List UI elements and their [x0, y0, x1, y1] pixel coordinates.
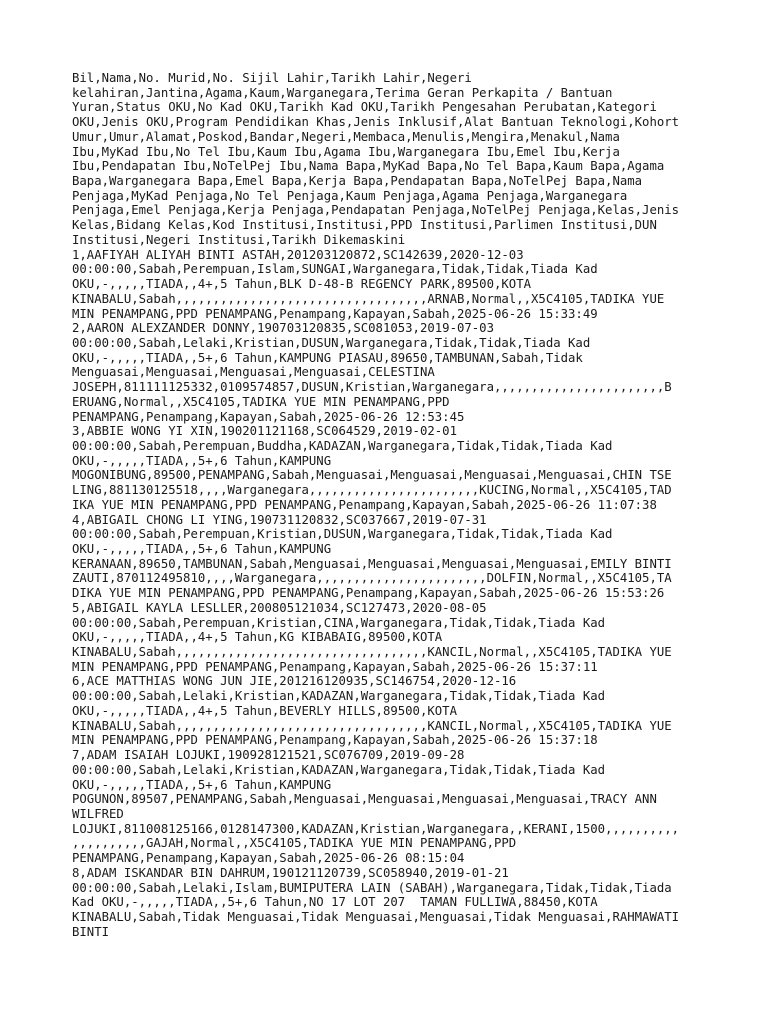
text-line: KINABALU,Sabah,,,,,,,,,,,,,,,,,,,,,,,,,,,,,,,,,,KANCIL,Normal,,X5C4105,TADIKA YUE — [72, 718, 672, 733]
text-line: POGUNON,89507,PENAMPANG,Sabah,Menguasai,Menguasai,Menguasai,Menguasai,TRACY ANN — [72, 792, 657, 807]
text-line: Bapa,Warganegara Bapa,Emel Bapa,Kerja Bapa,Pendapatan Bapa,NoTelPej Bapa,Nama — [72, 174, 643, 189]
text-line: Yuran,Status OKU,No Kad OKU,Tarikh Kad OKU,Tarikh Pengesahan Perubatan,Kategori — [72, 100, 657, 115]
text-line: OKU,-,,,,,TIADA,,5+,6 Tahun,KAMPUNG — [72, 542, 332, 556]
text-line: IKA YUE MIN PENAMPANG,PPD PENAMPANG,Penampang,Kapayan,Sabah,2025-06-26 11:07:38 — [72, 497, 657, 512]
text-line: Ibu,MyKad Ibu,No Tel Ibu,Kaum Ibu,Agama Ibu,Warganegara Ibu,Emel Ibu,Kerja — [72, 144, 620, 159]
text-line: LOJUKI,811008125166,0128147300,KADAZAN,Kristian,Warganegara,,KERANI,1500,,,,,,,,,, — [72, 821, 680, 836]
text-line: PENAMPANG,Penampang,Kapayan,Sabah,2025-06-26 08:15:04 — [72, 851, 465, 866]
text-line: OKU,-,,,,,TIADA,,4+,5 Tahun,KG KIBABAIG,89500,KOTA — [72, 630, 443, 645]
text-line: Umur,Umur,Alamat,Poskod,Bandar,Negeri,Membaca,Menulis,Mengira,Menakul,Nama — [72, 129, 620, 144]
text-line: 1,AAFIYAH ALIYAH BINTI ASTAH,201203120872,SC142639,2020-12-03 — [72, 247, 524, 262]
text-line: 8,ADAM ISKANDAR BIN DAHRUM,190121120739,SC058940,2019-01-21 — [72, 865, 509, 880]
text-line: BINTI — [72, 924, 110, 939]
text-line: 00:00:00,Sabah,Perempuan,Islam,SUNGAI,Warganegara,Tidak,Tidak,Tiada Kad — [72, 262, 598, 277]
text-line: LING,881130125518,,,,Warganegara,,,,,,,,,,,,,,,,,,,,,,,KUCING,Normal,,X5C4105,TAD — [72, 483, 672, 498]
text-line: Kelas,Bidang Kelas,Kod Institusi,Institusi,PPD Institusi,Parlimen Institusi,DUN — [72, 218, 657, 233]
text-line: Menguasai,Menguasai,Menguasai,Menguasai,CELESTINA — [72, 365, 435, 380]
text-line: 00:00:00,Sabah,Perempuan,Kristian,CINA,Warganegara,Tidak,Tidak,Tiada Kad — [72, 615, 606, 630]
text-line: ZAUTI,870112495810,,,,Warganegara,,,,,,,,,,,,,,,,,,,,,,,DOLFIN,Normal,,X5C4105,TA — [72, 571, 672, 586]
text-line: KERANAAN,89650,TAMBUNAN,Sabah,Menguasai,Menguasai,Menguasai,Menguasai,EMILY BINTI — [72, 556, 672, 571]
text-line: KINABALU,Sabah,Tidak Menguasai,Tidak Menguasai,Menguasai,Tidak Menguasai,RAHMAWATI — [72, 909, 680, 924]
text-line: 6,ACE MATTHIAS WONG JUN JIE,201216120935,SC146754,2020-12-16 — [72, 674, 517, 689]
text-line: ,,,,,,,,,,GAJAH,Normal,,X5C4105,TADIKA YUE MIN PENAMPANG,PPD — [72, 836, 517, 851]
text-line: Penjaga,MyKad Penjaga,No Tel Penjaga,Kaum Penjaga,Agama Penjaga,Warganegara — [72, 188, 628, 203]
text-line: MOGONIBUNG,89500,PENAMPANG,Sabah,Menguasai,Menguasai,Menguasai,Menguasai,CHIN TSE — [72, 468, 672, 483]
text-line: 7,ADAM ISAIAH LOJUKI,190928121521,SC076709,2019-09-28 — [72, 748, 465, 763]
text-line: 00:00:00,Sabah,Lelaki,Kristian,DUSUN,Warganegara,Tidak,Tidak,Tiada Kad — [72, 335, 591, 350]
text-line: OKU,-,,,,,TIADA,,5+,6 Tahun,KAMPUNG — [72, 777, 332, 792]
text-line: MIN PENAMPANG,PPD PENAMPANG,Penampang,Kapayan,Sabah,2025-06-26 15:37:11 — [72, 659, 598, 674]
text-line: MIN PENAMPANG,PPD PENAMPANG,Penampang,Kapayan,Sabah,2025-06-26 15:37:18 — [72, 733, 598, 748]
text-line: 4,ABIGAIL CHONG LI YING,190731120832,SC037667,2019-07-31 — [72, 512, 487, 527]
text-line: Institusi,Negeri Institusi,Tarikh Dikemaskini — [72, 232, 406, 247]
text-line: MIN PENAMPANG,PPD PENAMPANG,Penampang,Kapayan,Sabah,2025-06-26 15:33:49 — [72, 306, 598, 321]
text-line: 2,AARON ALEXZANDER DONNY,190703120835,SC081053,2019-07-03 — [72, 321, 494, 336]
text-line: OKU,-,,,,,TIADA,,5+,6 Tahun,KAMPUNG — [72, 453, 332, 468]
text-line: DIKA YUE MIN PENAMPANG,PPD PENAMPANG,Penampang,Kapayan,Sabah,2025-06-26 15:53:26 — [72, 586, 665, 601]
text-line: 00:00:00,Sabah,Lelaki,Kristian,KADAZAN,Warganegara,Tidak,Tidak,Tiada Kad — [72, 689, 606, 704]
text-line: JOSEPH,811111125332,0109574857,DUSUN,Kristian,Warganegara,,,,,,,,,,,,,,,,,,,,,,,B — [72, 380, 672, 395]
text-line: 00:00:00,Sabah,Perempuan,Buddha,KADAZAN,Warganegara,Tidak,Tidak,Tiada Kad — [72, 438, 613, 453]
text-line: WILFRED — [72, 806, 124, 821]
text-line: 5,ABIGAIL KAYLA LESLLER,200805121034,SC127473,2020-08-05 — [72, 600, 487, 615]
text-line: KINABALU,Sabah,,,,,,,,,,,,,,,,,,,,,,,,,,,,,,,,,,KANCIL,Normal,,X5C4105,TADIKA YUE — [72, 645, 672, 660]
text-line: PENAMPANG,Penampang,Kapayan,Sabah,2025-06-26 12:53:45 — [72, 409, 465, 424]
text-line: Ibu,Pendapatan Ibu,NoTelPej Ibu,Nama Bapa,MyKad Bapa,No Tel Bapa,Kaum Bapa,Agama — [72, 159, 665, 174]
text-line: 3,ABBIE WONG YI XIN,190201121168,SC064529,2019-02-01 — [72, 424, 457, 439]
text-line: ERUANG,Normal,,X5C4105,TADIKA YUE MIN PENAMPANG,PPD — [72, 394, 450, 409]
text-line: Kad OKU,-,,,,,TIADA,,5+,6 Tahun,NO 17 LOT 207 TAMAN FULLIWA,88450,KOTA — [72, 895, 598, 910]
text-line: OKU,-,,,,,TIADA,,5+,6 Tahun,KAMPUNG PIASAU,89650,TAMBUNAN,Sabah,Tidak — [72, 350, 583, 365]
text-line: 00:00:00,Sabah,Perempuan,Kristian,DUSUN,Warganegara,Tidak,Tidak,Tiada Kad — [72, 527, 613, 542]
text-line: Bil,Nama,No. Murid,No. Sijil Lahir,Tarikh Lahir,Negeri — [72, 71, 472, 85]
text-line: 00:00:00,Sabah,Lelaki,Kristian,KADAZAN,Warganegara,Tidak,Tidak,Tiada Kad — [72, 762, 606, 777]
text-line: KINABALU,Sabah,,,,,,,,,,,,,,,,,,,,,,,,,,,,,,,,,,ARNAB,Normal,,X5C4105,TADIKA YUE — [72, 291, 665, 306]
text-line: OKU,Jenis OKU,Program Pendidikan Khas,Jenis Inklusif,Alat Bantuan Teknologi,Kohort — [72, 115, 680, 130]
text-line: OKU,-,,,,,TIADA,,4+,5 Tahun,BEVERLY HILLS,89500,KOTA — [72, 703, 457, 718]
text-line: Penjaga,Emel Penjaga,Kerja Penjaga,Pendapatan Penjaga,NoTelPej Penjaga,Kelas,Jenis — [72, 203, 680, 218]
text-line: 00:00:00,Sabah,Lelaki,Islam,BUMIPUTERA LAIN (SABAH),Warganegara,Tidak,Tidak,Tiada — [72, 880, 672, 895]
document-text — [72, 71, 702, 939]
text-line: OKU,-,,,,,TIADA,,4+,5 Tahun,BLK D-48-B REGENCY PARK,89500,KOTA — [72, 277, 532, 292]
text-line: kelahiran,Jantina,Agama,Kaum,Warganegara,Terima Geran Perkapita / Bantuan — [72, 85, 613, 100]
